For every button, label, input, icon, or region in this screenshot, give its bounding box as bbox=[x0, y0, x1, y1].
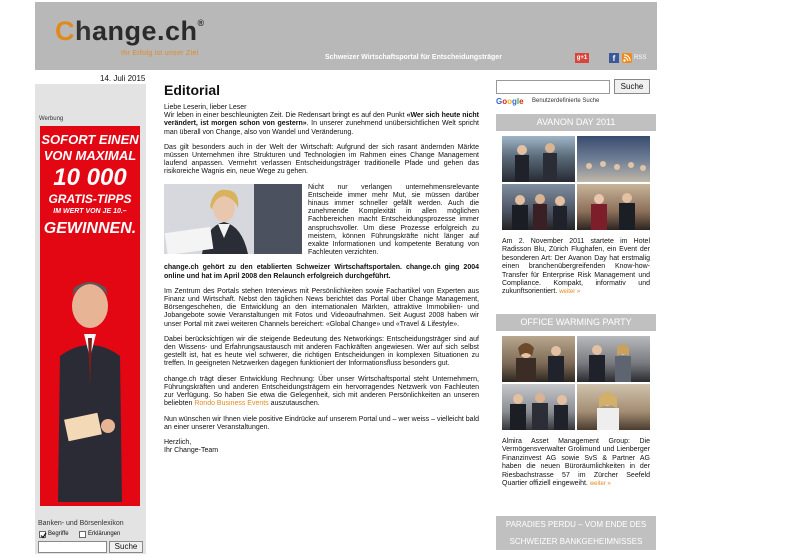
ad-line-3: 10 000 bbox=[53, 164, 127, 191]
logo-c: C bbox=[55, 16, 75, 46]
ad-line-1: SOFORT EINEN bbox=[41, 132, 139, 147]
lexikon-title: Banken- und Börsenlexikon bbox=[38, 520, 124, 527]
p1-text-a: Wir leben in einer beschleunigten Zeit. Die Redensart bringt es auf den Punkt bbox=[164, 112, 407, 120]
page-title: Editorial bbox=[164, 82, 221, 98]
paragraph-5: Im Zentrum des Portals stehen Interviews mit Persönlichkeiten sowie Fachartikel von Experten aus Finanz und Wirtschaft. Nebst den täglichen News berichtet das Portal über Change Management, Börsengeschehen, die Entwicklung an den internationalen Märkten, attraktive Immobilien- und Jobangebote sowie Veranstaltungen mit Fotos und Videoaufnahmen. Seit August 2008 haben wir unser Portal mit zwei weiteren Channels bereichert: «Global Change» und «Travel & Lifestyle». bbox=[164, 287, 479, 328]
paradies-title-line-2: SCHWEIZER BANKGEHEIMNISSES bbox=[509, 537, 643, 546]
google-logo: Google bbox=[496, 97, 524, 106]
p1-quote: «Wer sich heute nicht verändert, ist morgen schon von gestern» bbox=[164, 112, 479, 128]
avanon-more-link[interactable]: weiter » bbox=[559, 289, 581, 296]
portal-title: Schweizer Wirtschaftsportal für Entscheidungsträger bbox=[325, 54, 502, 61]
paragraph-8: Nun wünschen wir Ihnen viele positive Eindrücke auf unserem Portal und – wer weiss – vielleicht bald an einer unserer Veranstaltungen. bbox=[164, 415, 479, 431]
paradies-title-line-1: PARADIES PERDU – VOM ENDE DES bbox=[505, 520, 647, 529]
ad-line-6: GEWINNEN. bbox=[43, 220, 137, 237]
paragraph-6: Dabei berücksichtigen wir die steigende Bedeutung des Networkings: Entscheidungsträger sind auf den Wissens- und Erfahrungsaustausch mit anderen Fachkräften angewiesen. Wer auf sich selbst gestellt ist, hat es heute viel schwerer, die richtigen Entscheidungen in komplexen Situationen zu treffen. In geeigneten Netzwerken dagegen funktioniert der Informationsfluss besonders gut. bbox=[164, 335, 479, 368]
lexikon-search-input[interactable] bbox=[38, 541, 107, 553]
paragraph-4: change.ch gehört zu den etablierten Schweizer Wirtschaftsportalen. change.ch ging 2004 online und hat im April 2008 den Relaunch erfolgreich durchgeführt. bbox=[164, 264, 479, 280]
avanon-photo-1[interactable] bbox=[502, 136, 575, 182]
rondo-business-events-link[interactable]: Rondo Business Events bbox=[194, 400, 269, 408]
begriffe-label: Begriffe bbox=[48, 531, 69, 537]
logo-registered: ® bbox=[197, 18, 205, 28]
begriffe-checkbox[interactable] bbox=[39, 531, 46, 538]
p1-text-c: . In unserer zunehmend unübersichtlichen Welt spricht man überall von Change, also von Wandel und Veränderung. bbox=[164, 120, 479, 136]
erklaerungen-label: Erklärungen bbox=[88, 531, 121, 537]
section-office-warming-title[interactable]: OFFICE WARMING PARTY bbox=[496, 314, 656, 331]
site-logo[interactable] bbox=[55, 16, 205, 47]
editorial-photo bbox=[164, 184, 302, 254]
paragraph-3: Nicht nur verlangen unternehmensrelevante Entscheide immer mehr Mut, sie müssen darüber hinaus immer schneller gefällt werden. Auch die zunehmende Komplexität in allen möglichen Fachbereichen macht Entscheidungsprozesse immer anspruchsvoller. Um diese Prozesse erfolgreich zu meistern, können Führungskräfte nicht länger auf exakte Informationen und kompetente Beratung von Fachleuten verzichten. bbox=[308, 183, 479, 257]
facebook-icon[interactable]: f bbox=[609, 53, 619, 63]
greeting-text: Liebe Leserin, lieber Leser bbox=[164, 104, 247, 111]
greeting bbox=[164, 104, 479, 112]
office-photo-4[interactable] bbox=[577, 384, 650, 430]
office-warming-more-link[interactable]: weiter » bbox=[589, 481, 611, 488]
ad-line-5: IM WERT VON JE 10.– bbox=[53, 208, 127, 215]
p7-text-b: auszutauschen. bbox=[268, 400, 320, 408]
erklaerungen-checkbox[interactable] bbox=[79, 531, 86, 538]
avanon-text: Am 2. November 2011 startete im Hotel Radisson Blu, Zürich Flughafen, ein Event der besonderen Art: Der Avanon Day hat erstmalig einen branchenübergreifenden Know-how-Transfer für Enterprise Risk Management und Compliance. Kompakt, informativ und zukunftsorientiert. bbox=[502, 238, 650, 296]
avanon-photo-grid[interactable] bbox=[502, 136, 650, 230]
signature bbox=[164, 439, 479, 455]
advertisement-banner[interactable] bbox=[40, 126, 140, 506]
current-date: 14. Juli 2015 bbox=[100, 74, 146, 83]
paragraph-1 bbox=[164, 112, 479, 137]
office-warming-teaser bbox=[502, 438, 650, 488]
ad-label: Werbung bbox=[39, 116, 64, 122]
google-custom-search-label: Benutzerdefinierte Suche bbox=[532, 98, 600, 104]
signature-line-1: Herzlich, bbox=[164, 438, 192, 446]
office-warming-photo-grid[interactable] bbox=[502, 336, 650, 430]
signature-line-2: Ihr Change-Team bbox=[164, 447, 219, 455]
office-photo-2[interactable] bbox=[577, 336, 650, 382]
section-paradies-perdu-title[interactable] bbox=[496, 516, 656, 550]
section-avanon-title[interactable]: AVANON DAY 2011 bbox=[496, 114, 656, 131]
office-photo-3[interactable] bbox=[502, 384, 575, 430]
ad-line-4: GRATIS-TIPPS bbox=[48, 192, 132, 206]
avanon-teaser bbox=[502, 238, 650, 297]
office-photo-1[interactable] bbox=[502, 336, 575, 382]
avanon-photo-4[interactable] bbox=[577, 184, 650, 230]
logo-rest: ange.ch bbox=[92, 16, 198, 46]
site-slogan: Ihr Erfolg ist unser Ziel bbox=[121, 50, 199, 57]
editorial-content bbox=[164, 82, 479, 455]
logo-h: h bbox=[75, 16, 92, 46]
avanon-photo-2[interactable] bbox=[577, 136, 650, 182]
paragraph-7 bbox=[164, 376, 479, 409]
site-header bbox=[35, 2, 657, 70]
rss-link[interactable]: RSS bbox=[634, 55, 647, 61]
lexikon-search-button[interactable]: Suche bbox=[109, 541, 143, 553]
rss-icon[interactable] bbox=[622, 53, 632, 63]
paragraph-2: Das gilt besonders auch in der Welt der Wirtschaft: Aufgrund der sich rasant ändernden Märkte müssen Unternehmen ihre Strukturen und Technologien im Rahmen eines Change Management laufend anpassen. Vermehrt verlassen Entscheidungsträger traditionelle Pfade und gehen das risikoreiche Wagnis ein, neue Wege zu gehen. bbox=[164, 143, 479, 176]
ad-person-image bbox=[48, 266, 132, 502]
site-search-input[interactable] bbox=[496, 80, 610, 94]
avanon-photo-3[interactable] bbox=[502, 184, 575, 230]
site-search-button[interactable]: Suche bbox=[614, 79, 650, 94]
google-plus-icon[interactable]: g+1 bbox=[576, 55, 588, 61]
ad-line-2: VON MAXIMAL bbox=[43, 148, 137, 163]
office-warming-text: Almira Asset Management Group: Die Vermögensverwalter Grolimund und Lienberger Finanzinvest AG sowie SvS & Partner AG haben die neuen Büroräumlichkeiten in der Riesbachstrasse 57 im Zürcher Seefeld Quartier offiziell eingeweiht. bbox=[502, 438, 650, 488]
p7-text-a: change.ch trägt dieser Entwicklung Rechnung: Über unser Wirtschaftsportal steht Unternehmern, Führungskräften und anderen Entscheidungsträgern ein hervorragendes Netzwerk von Fachleuten zur Verfügung. So haben Sie etwa die Gelegenheit, sich mit anderen Persönlichkeiten an unseren beliebten bbox=[164, 375, 479, 408]
left-sidebar bbox=[35, 84, 146, 554]
